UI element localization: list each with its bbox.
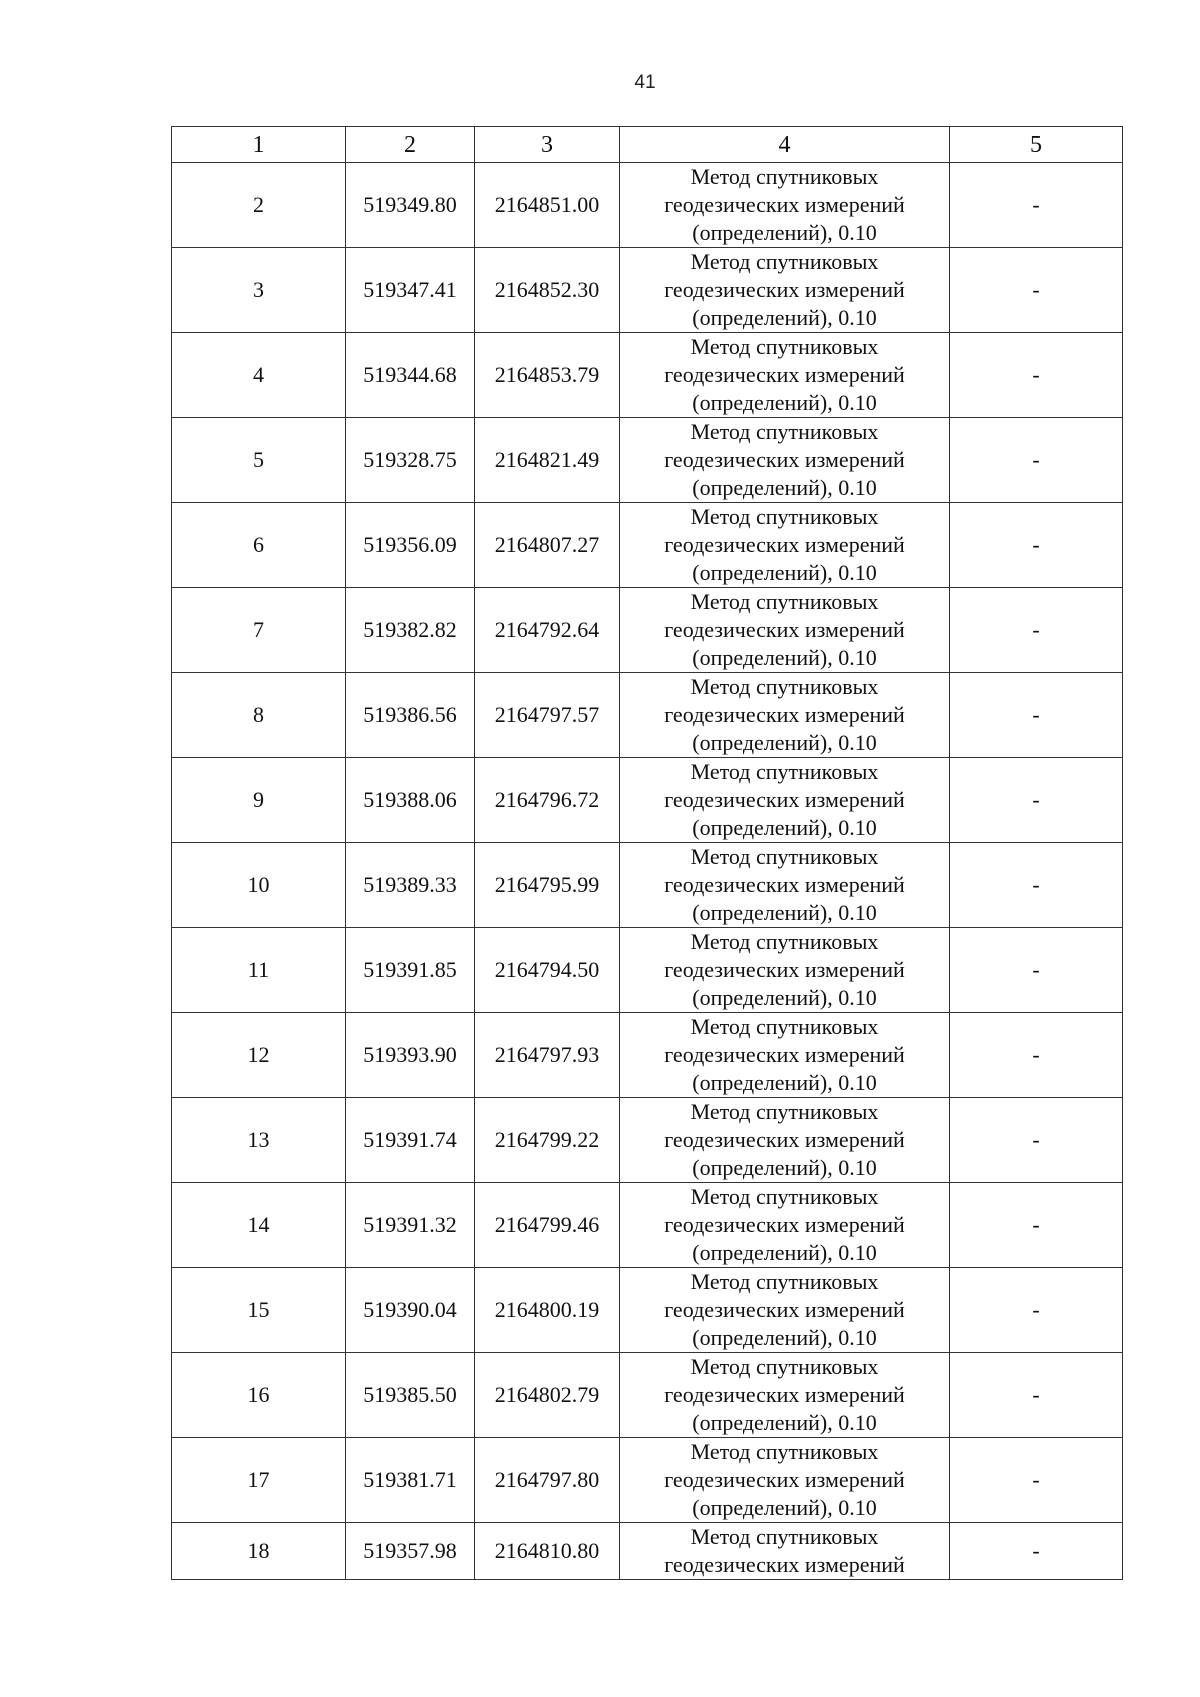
x-coordinate-cell: 519391.74 xyxy=(346,1098,475,1183)
y-coordinate-cell: 2164807.27 xyxy=(475,503,620,588)
note-cell: - xyxy=(950,1268,1123,1353)
method-text-line: Метод спутниковых xyxy=(690,589,879,614)
x-coordinate-cell: 519328.75 xyxy=(346,418,475,503)
method-text-line: Метод спутниковых xyxy=(690,419,879,444)
point-number-cell: 3 xyxy=(172,248,346,333)
note-cell: - xyxy=(950,1353,1123,1438)
table-row xyxy=(172,1268,1123,1353)
page-number: 41 xyxy=(634,72,656,93)
method-text-line: (определений), 0.10 xyxy=(692,645,877,670)
table-row xyxy=(172,1098,1123,1183)
method-cell xyxy=(620,1098,950,1183)
method-text-line: геодезических измерений xyxy=(664,1297,905,1322)
method-text-line: геодезических измерений xyxy=(664,192,905,217)
method-text-line: (определений), 0.10 xyxy=(692,220,877,245)
y-coordinate-cell: 2164853.79 xyxy=(475,333,620,418)
y-coordinate-cell: 2164796.72 xyxy=(475,758,620,843)
y-coordinate-cell: 2164792.64 xyxy=(475,588,620,673)
y-coordinate-cell: 2164810.80 xyxy=(475,1523,620,1580)
method-text-line: Метод спутниковых xyxy=(690,1524,879,1549)
table-row xyxy=(172,1523,1123,1580)
method-cell xyxy=(620,1523,950,1580)
y-coordinate-cell: 2164821.49 xyxy=(475,418,620,503)
x-coordinate-cell: 519389.33 xyxy=(346,843,475,928)
header-cell-2: 2 xyxy=(346,127,475,163)
table-body xyxy=(172,163,1123,1580)
table-row xyxy=(172,588,1123,673)
method-text-line: Метод спутниковых xyxy=(690,1184,879,1209)
table-row xyxy=(172,1353,1123,1438)
method-text-line: Метод спутниковых xyxy=(690,1269,879,1294)
note-cell: - xyxy=(950,588,1123,673)
point-number-cell: 8 xyxy=(172,673,346,758)
table-row xyxy=(172,333,1123,418)
note-cell: - xyxy=(950,503,1123,588)
table-row xyxy=(172,418,1123,503)
point-number-cell: 17 xyxy=(172,1438,346,1523)
note-cell: - xyxy=(950,1183,1123,1268)
note-cell: - xyxy=(950,758,1123,843)
method-text-line: Метод спутниковых xyxy=(690,164,879,189)
x-coordinate-cell: 519390.04 xyxy=(346,1268,475,1353)
header-cell-1: 1 xyxy=(172,127,346,163)
method-text-line: (определений), 0.10 xyxy=(692,1325,877,1350)
point-number-cell: 4 xyxy=(172,333,346,418)
x-coordinate-cell: 519386.56 xyxy=(346,673,475,758)
note-cell: - xyxy=(950,333,1123,418)
method-text-line: Метод спутниковых xyxy=(690,334,879,359)
method-cell xyxy=(620,1438,950,1523)
point-number-cell: 2 xyxy=(172,163,346,248)
table-row xyxy=(172,163,1123,248)
x-coordinate-cell: 519381.71 xyxy=(346,1438,475,1523)
point-number-cell: 6 xyxy=(172,503,346,588)
method-text-line: (определений), 0.10 xyxy=(692,1070,877,1095)
table-row xyxy=(172,1013,1123,1098)
method-text-line: Метод спутниковых xyxy=(690,929,879,954)
method-cell xyxy=(620,333,950,418)
x-coordinate-cell: 519357.98 xyxy=(346,1523,475,1580)
method-text-line: Метод спутниковых xyxy=(690,844,879,869)
y-coordinate-cell: 2164802.79 xyxy=(475,1353,620,1438)
y-coordinate-cell: 2164799.22 xyxy=(475,1098,620,1183)
coordinates-table xyxy=(171,126,1123,1580)
method-text-line: (определений), 0.10 xyxy=(692,1155,877,1180)
method-text-line: Метод спутниковых xyxy=(690,1354,879,1379)
point-number-cell: 12 xyxy=(172,1013,346,1098)
method-text-line: (определений), 0.10 xyxy=(692,815,877,840)
method-text-line: (определений), 0.10 xyxy=(692,1495,877,1520)
y-coordinate-cell: 2164852.30 xyxy=(475,248,620,333)
note-cell: - xyxy=(950,843,1123,928)
y-coordinate-cell: 2164797.93 xyxy=(475,1013,620,1098)
x-coordinate-cell: 519391.32 xyxy=(346,1183,475,1268)
method-cell xyxy=(620,1183,950,1268)
method-text-line: геодезических измерений xyxy=(664,1552,905,1577)
method-text-line: геодезических измерений xyxy=(664,1212,905,1237)
method-cell xyxy=(620,418,950,503)
y-coordinate-cell: 2164797.80 xyxy=(475,1438,620,1523)
method-text-line: (определений), 0.10 xyxy=(692,390,877,415)
method-text-line: геодезических измерений xyxy=(664,1127,905,1152)
point-number-cell: 15 xyxy=(172,1268,346,1353)
method-text-line: (определений), 0.10 xyxy=(692,900,877,925)
method-text-line: геодезических измерений xyxy=(664,362,905,387)
point-number-cell: 10 xyxy=(172,843,346,928)
point-number-cell: 16 xyxy=(172,1353,346,1438)
x-coordinate-cell: 519347.41 xyxy=(346,248,475,333)
note-cell: - xyxy=(950,673,1123,758)
y-coordinate-cell: 2164851.00 xyxy=(475,163,620,248)
y-coordinate-cell: 2164799.46 xyxy=(475,1183,620,1268)
x-coordinate-cell: 519349.80 xyxy=(346,163,475,248)
note-cell: - xyxy=(950,163,1123,248)
note-cell: - xyxy=(950,1523,1123,1580)
note-cell: - xyxy=(950,248,1123,333)
table-row xyxy=(172,673,1123,758)
method-text-line: геодезических измерений xyxy=(664,787,905,812)
method-text-line: (определений), 0.10 xyxy=(692,985,877,1010)
point-number-cell: 18 xyxy=(172,1523,346,1580)
method-text-line: (определений), 0.10 xyxy=(692,475,877,500)
x-coordinate-cell: 519393.90 xyxy=(346,1013,475,1098)
x-coordinate-cell: 519356.09 xyxy=(346,503,475,588)
x-coordinate-cell: 519388.06 xyxy=(346,758,475,843)
point-number-cell: 7 xyxy=(172,588,346,673)
method-text-line: (определений), 0.10 xyxy=(692,560,877,585)
method-text-line: геодезических измерений xyxy=(664,872,905,897)
table-row xyxy=(172,1438,1123,1523)
method-cell xyxy=(620,503,950,588)
method-text-line: (определений), 0.10 xyxy=(692,730,877,755)
method-text-line: (определений), 0.10 xyxy=(692,1240,877,1265)
note-cell: - xyxy=(950,928,1123,1013)
point-number-cell: 5 xyxy=(172,418,346,503)
method-text-line: Метод спутниковых xyxy=(690,1014,879,1039)
note-cell: - xyxy=(950,1098,1123,1183)
method-text-line: Метод спутниковых xyxy=(690,504,879,529)
method-cell xyxy=(620,1268,950,1353)
header-row xyxy=(172,127,1123,163)
method-cell xyxy=(620,1353,950,1438)
y-coordinate-cell: 2164795.99 xyxy=(475,843,620,928)
method-text-line: Метод спутниковых xyxy=(690,1099,879,1124)
point-number-cell: 14 xyxy=(172,1183,346,1268)
table-header xyxy=(172,127,1123,163)
x-coordinate-cell: 519391.85 xyxy=(346,928,475,1013)
x-coordinate-cell: 519344.68 xyxy=(346,333,475,418)
method-text-line: геодезических измерений xyxy=(664,532,905,557)
y-coordinate-cell: 2164794.50 xyxy=(475,928,620,1013)
table-row xyxy=(172,248,1123,333)
note-cell: - xyxy=(950,418,1123,503)
method-text-line: Метод спутниковых xyxy=(690,1439,879,1464)
y-coordinate-cell: 2164800.19 xyxy=(475,1268,620,1353)
y-coordinate-cell: 2164797.57 xyxy=(475,673,620,758)
x-coordinate-cell: 519385.50 xyxy=(346,1353,475,1438)
method-cell xyxy=(620,928,950,1013)
table-row xyxy=(172,928,1123,1013)
header-cell-4: 4 xyxy=(620,127,950,163)
point-number-cell: 11 xyxy=(172,928,346,1013)
note-cell: - xyxy=(950,1438,1123,1523)
method-cell xyxy=(620,588,950,673)
table-row xyxy=(172,758,1123,843)
method-text-line: геодезических измерений xyxy=(664,957,905,982)
point-number-cell: 13 xyxy=(172,1098,346,1183)
table-row xyxy=(172,843,1123,928)
method-text-line: Метод спутниковых xyxy=(690,249,879,274)
point-number-cell: 9 xyxy=(172,758,346,843)
method-cell xyxy=(620,758,950,843)
x-coordinate-cell: 519382.82 xyxy=(346,588,475,673)
method-text-line: Метод спутниковых xyxy=(690,759,879,784)
method-cell xyxy=(620,673,950,758)
method-text-line: геодезических измерений xyxy=(664,617,905,642)
method-cell xyxy=(620,843,950,928)
method-text-line: геодезических измерений xyxy=(664,1382,905,1407)
method-text-line: геодезических измерений xyxy=(664,702,905,727)
header-cell-5: 5 xyxy=(950,127,1123,163)
method-cell xyxy=(620,163,950,248)
method-text-line: геодезических измерений xyxy=(664,447,905,472)
method-text-line: Метод спутниковых xyxy=(690,674,879,699)
method-text-line: геодезических измерений xyxy=(664,277,905,302)
method-cell xyxy=(620,248,950,333)
header-cell-3: 3 xyxy=(475,127,620,163)
method-text-line: (определений), 0.10 xyxy=(692,305,877,330)
note-cell: - xyxy=(950,1013,1123,1098)
table-row xyxy=(172,503,1123,588)
method-text-line: геодезических измерений xyxy=(664,1467,905,1492)
method-text-line: геодезических измерений xyxy=(664,1042,905,1067)
method-text-line: (определений), 0.10 xyxy=(692,1410,877,1435)
table-row xyxy=(172,1183,1123,1268)
method-cell xyxy=(620,1013,950,1098)
